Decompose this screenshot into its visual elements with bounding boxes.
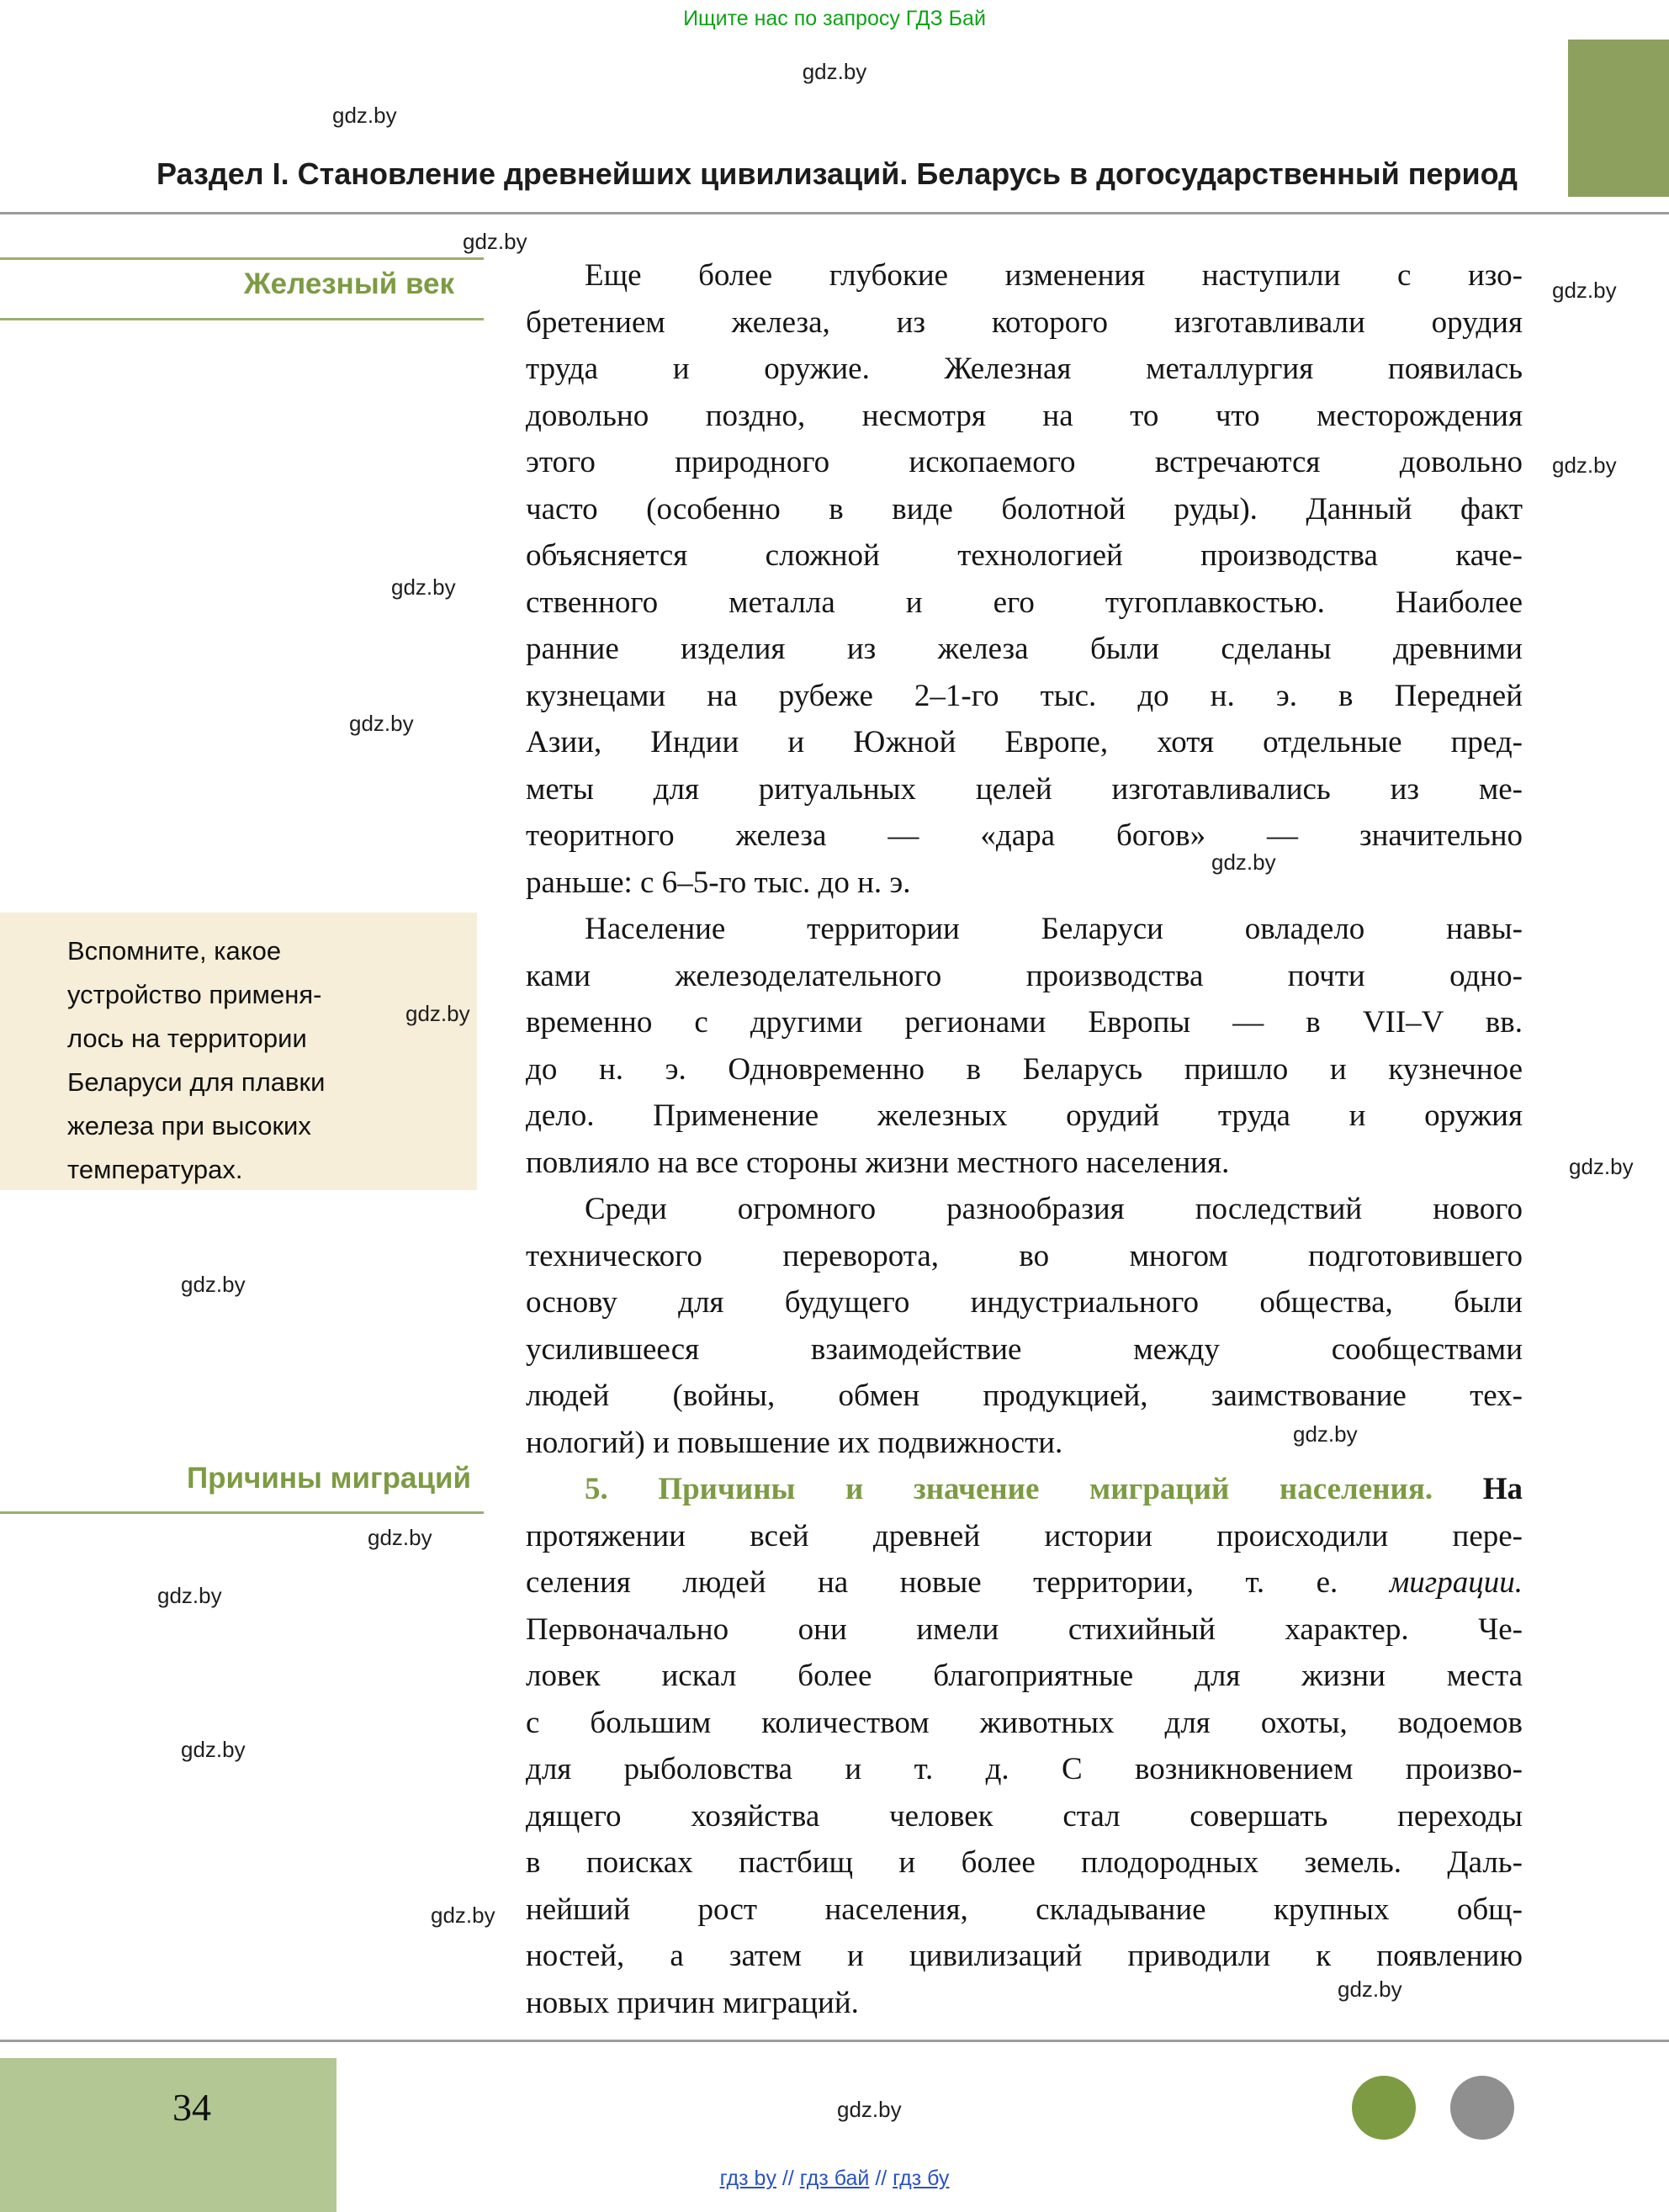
text-line: временно с другими регионами Европы — в VII–V вв. bbox=[526, 1005, 1523, 1040]
gdz-watermark: gdz.by bbox=[405, 1001, 470, 1026]
main-text bbox=[526, 252, 1523, 2026]
text-line: Среди огромного разнообразия последствий нового bbox=[585, 1192, 1523, 1226]
sidebar-heading-iron-age: Железный век bbox=[243, 267, 454, 300]
gdz-watermark: gdz.by bbox=[1569, 1154, 1634, 1179]
sidebar-heading-migrations: Причины миграций bbox=[186, 1462, 471, 1495]
gdz-watermark: gdz.by bbox=[1338, 1977, 1402, 2002]
note-line: устройство применя- bbox=[67, 980, 322, 1009]
text-line: довольно поздно, несмотря на то что месторождения bbox=[526, 398, 1523, 433]
text-line: дело. Применение железных орудий труда и оружия bbox=[526, 1098, 1523, 1133]
text-line: Еще более глубокие изменения наступили с изо- bbox=[585, 258, 1523, 293]
text-line: повлияло на все стороны жизни местного населения. bbox=[526, 1145, 1230, 1180]
footer-link[interactable]: гдз бу bbox=[893, 2167, 950, 2190]
gdz-watermark: gdz.by bbox=[332, 103, 397, 128]
gray-dot bbox=[1450, 2076, 1514, 2140]
note-box bbox=[0, 913, 477, 1190]
text-line bbox=[526, 1559, 1523, 1606]
text-line: технического переворота, во многом подготовившего bbox=[526, 1238, 1523, 1273]
text-line: с большим количеством животных для охоты, водоемов bbox=[526, 1705, 1523, 1740]
header-divider bbox=[0, 212, 1669, 214]
text-line: ностей, а затем и цивилизаций приводили к появлению bbox=[526, 1939, 1523, 1973]
top-banner-link[interactable]: Ищите нас по запросу ГДЗ Бай bbox=[683, 7, 986, 30]
text-line: усилившееся взаимодействие между сообществами bbox=[526, 1331, 1523, 1367]
text-line: ками железоделательного производства почти одно- bbox=[526, 958, 1523, 993]
paragraph bbox=[526, 252, 1523, 906]
note-line: температурах. bbox=[67, 1155, 243, 1184]
text-line: ловек искал более благоприятные для жизни места bbox=[526, 1659, 1523, 1693]
text-line: основу для будущего индустриального общества, были bbox=[526, 1285, 1523, 1320]
text-line: теоритного железа — «дара богов» — значительно bbox=[526, 818, 1523, 853]
section-title: Раздел I. Становление древнейших цивилизаций. Беларусь в догосударственный период bbox=[156, 156, 1518, 191]
gdz-watermark: gdz.by bbox=[1211, 849, 1276, 875]
text-line: этого природного ископаемого встречаются довольно bbox=[526, 445, 1523, 479]
text-line: ранние изделия из железа были сделаны древними bbox=[526, 632, 1523, 666]
note-line: Беларуси для плавки bbox=[67, 1067, 326, 1097]
text-line: часто (особенно в виде болотной руды). Данный факт bbox=[526, 491, 1523, 527]
run-in-heading: 5. Причины и значение миграций населения. bbox=[585, 1472, 1433, 1506]
gdz-watermark: gdz.by bbox=[431, 1902, 495, 1928]
footer-link[interactable]: гдз бай bbox=[799, 2167, 870, 2190]
text-line: объясняется сложной технологией производства каче- bbox=[526, 538, 1523, 573]
gdz-watermark: gdz.by bbox=[181, 1737, 246, 1762]
footer-links bbox=[0, 2167, 1669, 2191]
note-line: Вспомните, какое bbox=[67, 936, 282, 966]
text-line: нейший рост населения, складывание крупных общ- bbox=[526, 1892, 1523, 1927]
footer-divider bbox=[0, 2040, 1669, 2042]
gdz-watermark: gdz.by bbox=[391, 574, 456, 600]
text-line: нологий) и повышение их подвижности. bbox=[526, 1425, 1063, 1460]
sidebar-rule bbox=[0, 1511, 484, 1514]
text-line: меты для ритуальных целей изготавливались из ме- bbox=[526, 771, 1523, 807]
text-line: до н. э. Одновременно в Беларусь пришло и кузнечное bbox=[526, 1051, 1523, 1087]
gdz-watermark: gdz.by bbox=[1552, 452, 1617, 478]
footer-link[interactable]: гдз by bbox=[719, 2167, 776, 2190]
footer-link-separator: // bbox=[869, 2167, 893, 2190]
text-line: раньше: с 6–5-го тыс. до н. э. bbox=[526, 865, 911, 900]
text-segment: миграции. bbox=[1389, 1565, 1523, 1600]
text-line: Первоначально они имели стихийный характер. Че- bbox=[526, 1611, 1523, 1647]
text-line: Население территории Беларуси овладело навы- bbox=[585, 912, 1523, 946]
page-number: 34 bbox=[172, 2086, 211, 2129]
note-line: железа при высоких bbox=[67, 1111, 311, 1140]
sidebar-rule bbox=[0, 257, 484, 260]
sidebar-rule bbox=[0, 318, 484, 320]
note-line: лось на территории bbox=[67, 1024, 307, 1053]
text-line: труда и оружие. Железная металлургия появилась bbox=[526, 352, 1523, 386]
text-line: кузнецами на рубеже 2–1-го тыс. до н. э. в Передней bbox=[526, 678, 1523, 713]
gdz-watermark: gdz.by bbox=[349, 711, 414, 736]
gdz-watermark: gdz.by bbox=[802, 59, 867, 84]
gdz-watermark: gdz.by bbox=[181, 1272, 246, 1297]
text-segment: селения людей на новые территории, т. е. bbox=[526, 1565, 1390, 1600]
text-line: бретением железа, из которого изготавливали орудия bbox=[526, 304, 1523, 340]
paragraph bbox=[526, 906, 1523, 1186]
gdz-watermark: gdz.by bbox=[1552, 278, 1617, 303]
gdz-watermark: gdz.by bbox=[368, 1525, 432, 1550]
green-dot bbox=[1352, 2076, 1416, 2140]
paragraph bbox=[526, 1186, 1523, 1466]
text-line: Азии, Индии и Южной Европе, хотя отдельные пред- bbox=[526, 725, 1523, 759]
text-line: людей (войны, обмен продукцией, заимствование тех- bbox=[526, 1379, 1523, 1413]
gdz-watermark: gdz.by bbox=[157, 1583, 222, 1608]
text-line bbox=[526, 1466, 1523, 1513]
text-line: протяжении всей древней истории происходили пере- bbox=[526, 1518, 1523, 1553]
note-box-text bbox=[67, 929, 460, 1192]
gdz-watermark: gdz.by bbox=[837, 2097, 902, 2122]
text-segment: На bbox=[1433, 1472, 1523, 1506]
text-line: в поисках пастбищ и более плодородных земель. Даль- bbox=[526, 1845, 1523, 1880]
gdz-watermark: gdz.by bbox=[463, 229, 527, 254]
text-line: для рыболовства и т. д. С возникновением произво- bbox=[526, 1752, 1523, 1786]
text-line: дящего хозяйства человек стал совершать переходы bbox=[526, 1798, 1523, 1834]
text-line: новых причин миграций. bbox=[526, 1985, 859, 2020]
text-line: ственного металла и его тугоплавкостью. Наиболее bbox=[526, 585, 1523, 620]
paragraph bbox=[526, 1466, 1523, 2026]
footer-link-separator: // bbox=[776, 2167, 800, 2190]
gdz-watermark: gdz.by bbox=[1293, 1421, 1358, 1447]
